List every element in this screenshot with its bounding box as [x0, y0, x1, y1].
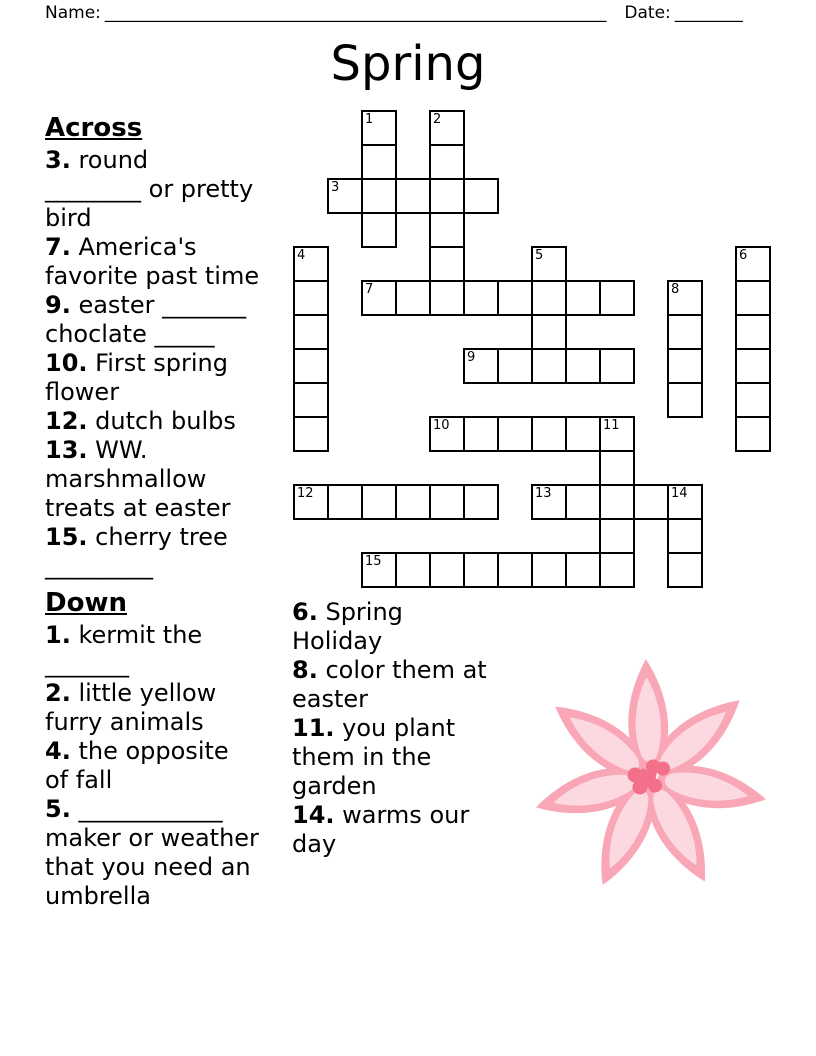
name-date-row: [45, 2, 743, 24]
grid-cell[interactable]: [361, 178, 397, 214]
grid-cell[interactable]: [395, 484, 431, 520]
date-blank-line: ________: [674, 3, 743, 23]
grid-cell[interactable]: [735, 382, 771, 418]
grid-cell-10[interactable]: [429, 416, 465, 452]
clue-number: 8.: [292, 656, 318, 684]
clue-number: 9.: [45, 291, 71, 319]
cell-number: 4: [297, 248, 306, 263]
page-title: Spring: [330, 36, 486, 92]
clue-number: 7.: [45, 233, 71, 261]
grid-cell[interactable]: [531, 280, 567, 316]
grid-cell-5[interactable]: [531, 246, 567, 282]
clue-13: 13. WW. marshmallow treats at easter: [45, 436, 231, 522]
cell-number: 8: [671, 282, 680, 297]
grid-cell[interactable]: [599, 280, 635, 316]
grid-cell[interactable]: [599, 552, 635, 588]
grid-cell[interactable]: [429, 484, 465, 520]
grid-cell[interactable]: [395, 178, 431, 214]
clue-6: 6. Spring Holiday: [292, 598, 403, 655]
date-label: Date:: [624, 3, 671, 23]
grid-cell[interactable]: [497, 348, 533, 384]
grid-cell[interactable]: [565, 552, 601, 588]
clue-4: 4. the opposite of fall: [45, 737, 229, 794]
grid-cell-14[interactable]: [667, 484, 703, 520]
grid-cell-15[interactable]: [361, 552, 397, 588]
grid-cell[interactable]: [667, 518, 703, 554]
grid-cell[interactable]: [395, 280, 431, 316]
grid-cell[interactable]: [463, 484, 499, 520]
clue-14: 14. warms our day: [292, 801, 470, 858]
grid-cell-6[interactable]: [735, 246, 771, 282]
grid-cell[interactable]: [293, 382, 329, 418]
grid-cell[interactable]: [565, 484, 601, 520]
grid-cell[interactable]: [429, 144, 465, 180]
grid-cell[interactable]: [327, 484, 363, 520]
cell-number: 3: [331, 180, 340, 195]
grid-cell[interactable]: [463, 178, 499, 214]
grid-cell-7[interactable]: [361, 280, 397, 316]
grid-cell[interactable]: [531, 416, 567, 452]
clue-number: 10.: [45, 349, 88, 377]
clues-right-column: [292, 598, 507, 859]
grid-cell[interactable]: [395, 552, 431, 588]
grid-cell-8[interactable]: [667, 280, 703, 316]
down-clue-list-left: [45, 621, 285, 911]
clue-7: 7. America's favorite past time: [45, 233, 260, 290]
grid-cell[interactable]: [565, 280, 601, 316]
grid-cell[interactable]: [531, 552, 567, 588]
grid-cell[interactable]: [429, 280, 465, 316]
grid-cell[interactable]: [667, 552, 703, 588]
grid-cell-3[interactable]: [327, 178, 363, 214]
grid-cell[interactable]: [429, 552, 465, 588]
name-blank-line: ___________________________________________________________: [104, 3, 607, 23]
cell-number: 12: [297, 486, 314, 501]
grid-cell[interactable]: [293, 314, 329, 350]
grid-cell[interactable]: [735, 348, 771, 384]
grid-cell[interactable]: [667, 348, 703, 384]
clue-1: 1. kermit the _______: [45, 621, 203, 678]
clue-5: 5. ____________ maker or weather that you need an umbrella: [45, 795, 259, 910]
cell-number: 15: [365, 554, 382, 569]
grid-cell[interactable]: [463, 280, 499, 316]
grid-cell-13[interactable]: [531, 484, 567, 520]
grid-cell-1[interactable]: [361, 110, 397, 146]
cell-number: 6: [739, 248, 748, 263]
grid-cell[interactable]: [565, 416, 601, 452]
grid-cell-2[interactable]: [429, 110, 465, 146]
cell-number: 11: [603, 418, 620, 433]
grid-cell[interactable]: [429, 246, 465, 282]
clue-number: 5.: [45, 795, 71, 823]
grid-cell-4[interactable]: [293, 246, 329, 282]
grid-cell[interactable]: [429, 178, 465, 214]
grid-cell[interactable]: [463, 552, 499, 588]
grid-cell[interactable]: [735, 314, 771, 350]
clue-number: 11.: [292, 714, 335, 742]
grid-cell[interactable]: [497, 280, 533, 316]
clue-number: 2.: [45, 679, 71, 707]
grid-cell[interactable]: [497, 552, 533, 588]
grid-cell-12[interactable]: [293, 484, 329, 520]
grid-cell[interactable]: [735, 416, 771, 452]
grid-cell[interactable]: [361, 212, 397, 248]
down-clue-list-right: [292, 598, 507, 859]
grid-cell[interactable]: [361, 484, 397, 520]
down-heading: Down: [45, 588, 127, 618]
flower-illustration: [530, 657, 770, 897]
grid-cell[interactable]: [667, 382, 703, 418]
grid-cell[interactable]: [599, 484, 635, 520]
grid-cell[interactable]: [531, 348, 567, 384]
grid-cell[interactable]: [735, 280, 771, 316]
clue-number: 3.: [45, 146, 71, 174]
grid-cell[interactable]: [599, 450, 635, 486]
clue-11: 11. you plant them in the garden: [292, 714, 456, 800]
clue-number: 13.: [45, 436, 88, 464]
cell-number: 13: [535, 486, 552, 501]
cell-number: 1: [365, 112, 374, 127]
clue-3: 3. round ________ or pretty bird: [45, 146, 254, 232]
clue-number: 15.: [45, 523, 88, 551]
clue-15: 15. cherry tree _________: [45, 523, 228, 580]
grid-cell-9[interactable]: [463, 348, 499, 384]
cell-number: 14: [671, 486, 688, 501]
grid-cell[interactable]: [293, 348, 329, 384]
clue-number: 12.: [45, 407, 88, 435]
clue-8: 8. color them at easter: [292, 656, 487, 713]
clue-number: 6.: [292, 598, 318, 626]
grid-cell[interactable]: [531, 314, 567, 350]
grid-cell[interactable]: [497, 416, 533, 452]
clue-12: 12. dutch bulbs: [45, 407, 236, 435]
grid-cell[interactable]: [361, 144, 397, 180]
clues-left-column: [45, 110, 285, 911]
grid-cell[interactable]: [429, 212, 465, 248]
clue-2: 2. little yellow furry animals: [45, 679, 217, 736]
grid-cell[interactable]: [293, 416, 329, 452]
across-clue-list: [45, 146, 285, 581]
grid-cell-11[interactable]: [599, 416, 635, 452]
grid-cell[interactable]: [463, 416, 499, 452]
cell-number: 2: [433, 112, 442, 127]
grid-cell[interactable]: [599, 348, 635, 384]
cell-number: 10: [433, 418, 450, 433]
clue-10: 10. First spring flower: [45, 349, 228, 406]
clue-number: 4.: [45, 737, 71, 765]
across-heading: Across: [45, 113, 143, 143]
cell-number: 5: [535, 248, 544, 263]
grid-cell[interactable]: [667, 314, 703, 350]
grid-cell[interactable]: [565, 348, 601, 384]
clue-9: 9. easter _______ choclate _____: [45, 291, 247, 348]
clue-number: 1.: [45, 621, 71, 649]
name-label: Name:: [45, 3, 101, 23]
grid-cell[interactable]: [633, 484, 669, 520]
clue-number: 14.: [292, 801, 335, 829]
grid-cell[interactable]: [599, 518, 635, 554]
cell-number: 7: [365, 282, 374, 297]
cell-number: 9: [467, 350, 476, 365]
grid-cell[interactable]: [293, 280, 329, 316]
